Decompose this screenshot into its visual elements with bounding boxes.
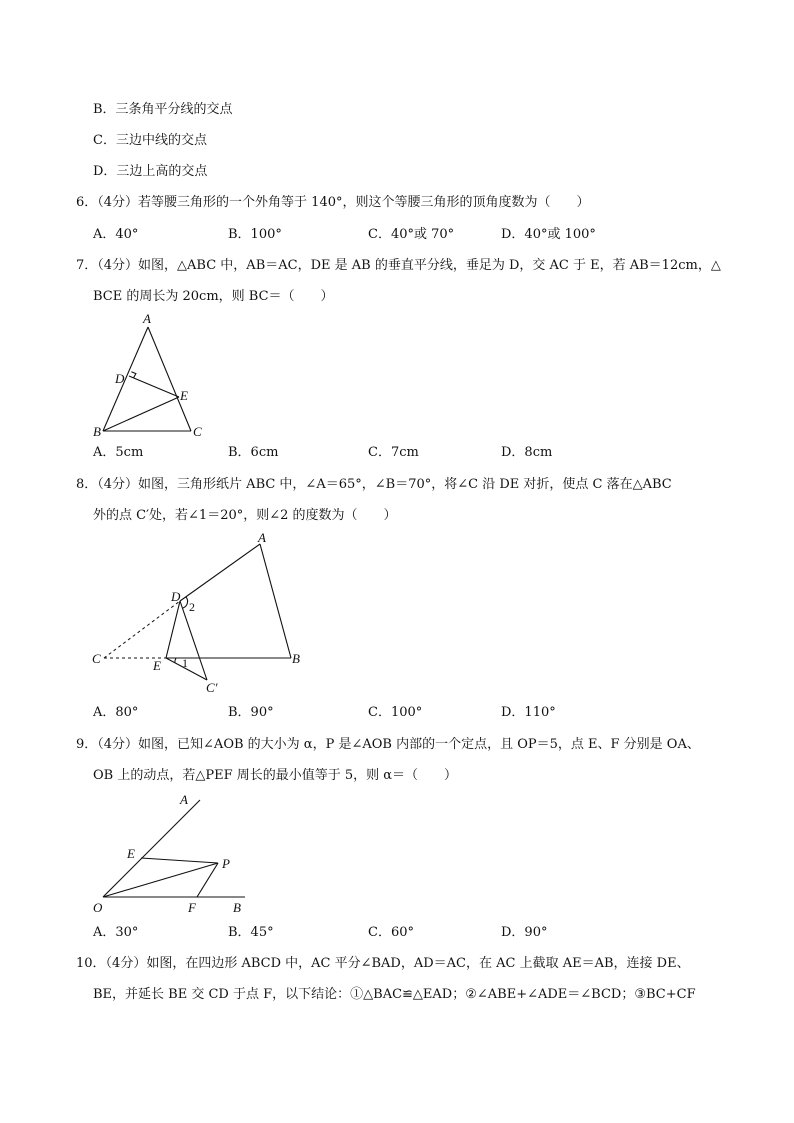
q7-option-b: B．6cm (228, 445, 279, 460)
q7-segment-ac (148, 327, 191, 431)
q8-option-c: C．100° (368, 705, 423, 720)
q7-figure (88, 310, 218, 440)
q9-option-d: D．90° (501, 925, 548, 940)
q8-figure (88, 530, 318, 700)
q8-angle-1-arc (175, 658, 176, 663)
q8-label-c-prime: C′ (206, 680, 218, 695)
q7-label-e: E (180, 388, 188, 403)
q7-stem-line2: BCE 的周长为 20cm，则 BC＝（ ） (93, 289, 334, 304)
q9-option-c: C．60° (368, 925, 414, 940)
q8-stem-line2: 外的点 C′处，若∠1＝20°，则∠2 的度数为（ ） (93, 508, 397, 523)
q8-label-c: C (92, 651, 101, 666)
q7-option-c: C．7cm (368, 445, 419, 460)
q8-label-a: A (258, 530, 266, 545)
q9-label-o: O (93, 900, 103, 915)
q9-label-p: P (222, 856, 230, 871)
q6-option-d: D．40°或 100° (501, 227, 596, 242)
q9-option-a: A．30° (93, 925, 139, 940)
q9-segment-ep (141, 858, 218, 863)
q8-option-a: A．80° (93, 705, 139, 720)
q7-segment-de (129, 376, 179, 397)
q8-segment-da (180, 544, 260, 601)
q9-figure (88, 790, 258, 920)
q9-stem-line1: 9．（4分）如图，已知∠AOB 的大小为 α，P 是∠AOB 内部的一个定点，且 OP＝5，点 E、F 分别是 OA、 (76, 737, 700, 752)
q5-option-c: C．三边中线的交点 (93, 133, 207, 148)
q8-label-e: E (153, 658, 161, 673)
q9-label-a: A (180, 792, 188, 807)
q7-stem-line1: 7．（4分）如图，△ABC 中，AB＝AC，DE 是 AB 的垂直平分线，垂足为 D，交 AC 于 E，若 AB＝12cm，△ (76, 258, 721, 273)
q7-segment-ab (103, 327, 148, 431)
q9-option-b: B．45° (228, 925, 274, 940)
q7-segment-be (103, 397, 179, 431)
q9-stem-line2: OB 上的动点，若△PEF 周长的最小值等于 5，则 α＝（ ） (93, 768, 458, 783)
q5-option-b: B．三条角平分线的交点 (93, 102, 233, 117)
q8-stem-line1: 8．（4分）如图，三角形纸片 ABC 中，∠A＝65°，∠B＝70°，将∠C 沿 DE 对折，使点 C 落在△ABC (76, 477, 672, 492)
q7-label-a: A (143, 311, 151, 326)
q8-label-d: D (171, 589, 181, 604)
q6-option-b: B．100° (228, 227, 282, 242)
q7-label-c: C (193, 424, 202, 439)
q6-option-c: C．40°或 70° (368, 227, 455, 242)
q9-label-f: F (188, 900, 196, 915)
q7-option-d: D．8cm (501, 445, 553, 460)
q6-option-a: A．40° (93, 227, 139, 242)
q9-label-e: E (127, 846, 135, 861)
q5-option-d: D．三边上高的交点 (93, 164, 208, 179)
q9-label-b: B (233, 900, 241, 915)
q7-option-a: A．5cm (93, 445, 144, 460)
q7-label-d: D (115, 371, 125, 386)
q8-segment-ab (260, 544, 291, 658)
q10-stem-line1: 10．（4分）如图，在四边形 ABCD 中，AC 平分∠BAD，AD＝AC，在 AC 上截取 AE＝AB，连接 DE、 (76, 956, 690, 971)
q8-label-b: B (292, 651, 300, 666)
q8-option-b: B．90° (228, 705, 274, 720)
q8-option-d: D．110° (501, 705, 556, 720)
q8-label-angle-1: 1 (182, 656, 188, 670)
q6-stem: 6．（4分）若等腰三角形的一个外角等于 140°，则这个等腰三角形的顶角度数为（ ） (76, 195, 590, 210)
q8-label-angle-2: 2 (189, 600, 195, 614)
q10-stem-line2: BE，并延长 BE 交 CD 于点 F，以下结论：①△BAC≌△EAD；②∠ABE+∠ADE＝∠BCD；③BC+CF (93, 987, 696, 1002)
q7-label-b: B (93, 424, 101, 439)
